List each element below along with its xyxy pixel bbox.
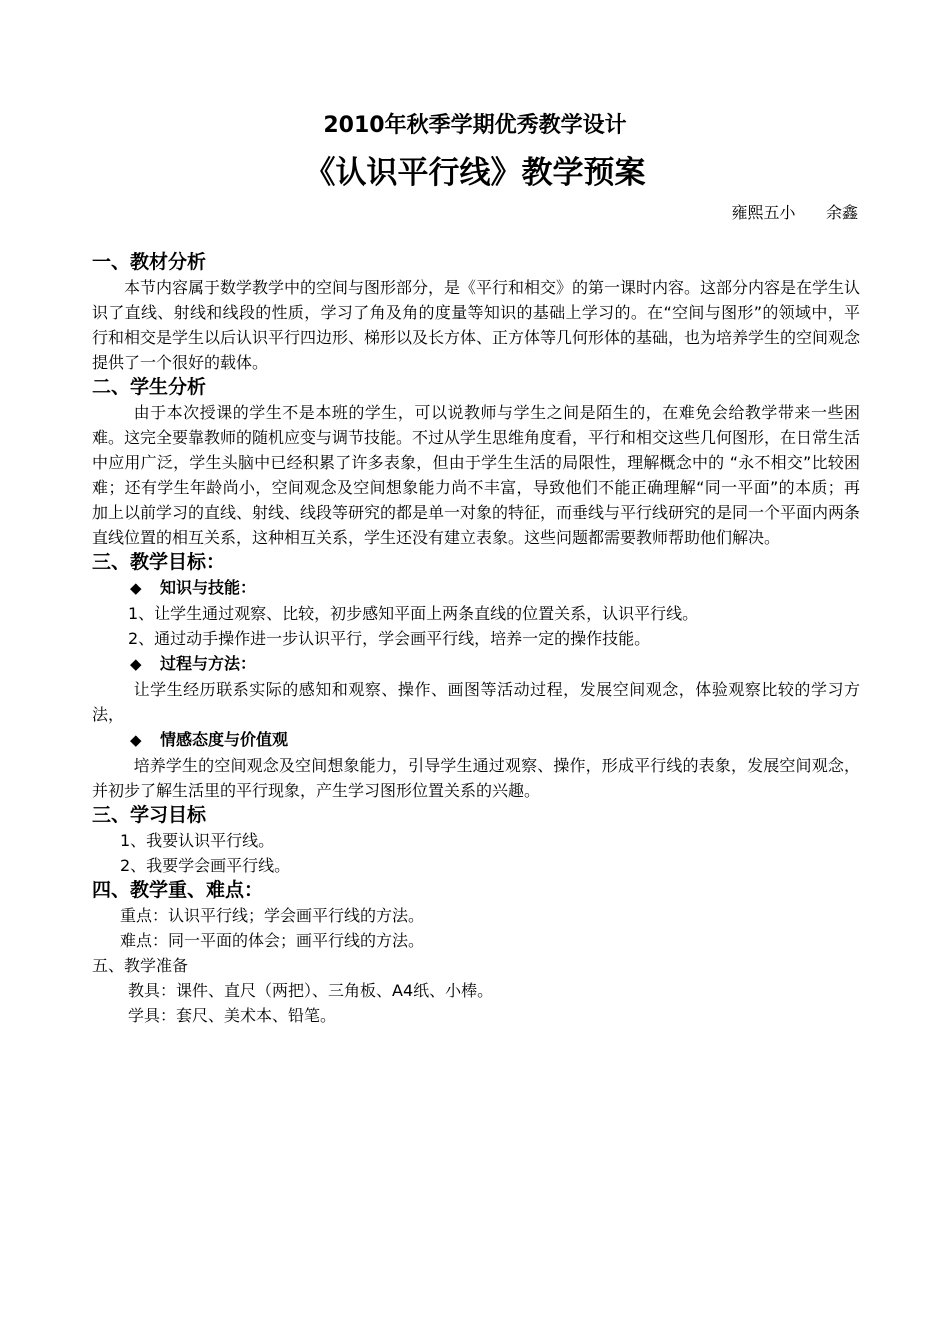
learning-goal-1: 1、我要认识平行线。 [120, 831, 275, 850]
student-tools: 学具：套尺、美术本、铅笔。 [128, 1006, 337, 1025]
key-point: 重点：认识平行线；学会画平行线的方法。 [120, 906, 425, 925]
subheading-process [92, 651, 860, 677]
subheading-process-label: 过程与方法： [160, 654, 257, 673]
section-heading-objectives: 三、教学目标： [92, 551, 226, 573]
subheading-attitude [92, 727, 860, 753]
learning-goal-2: 2、我要学会画平行线。 [120, 856, 291, 875]
objective-item-1: 1、让学生通过观察、比较，初步感知平面上两条直线的位置关系，认识平行线。 [128, 604, 699, 623]
section-heading-preparation: 五、教学准备 [92, 956, 189, 975]
document-body [92, 250, 860, 1028]
paragraph-materials: 本节内容属于数学教学中的空间与图形部分，是《平行和相交》的第一课时内容。这部分内容是在学生认识了直线、射线和线段的性质，学习了角及角的度量等知识的基础上学习的。在“空间与图形”的领域中，平行和相交是学生以后认识平行四边形、梯形以及长方体、正方体等几何形体的基础，也为培养学生的空间观念提供了一个很好的载体。 [92, 278, 861, 372]
section-heading-key-points: 四、教学重、难点： [92, 879, 264, 901]
diamond-bullet-icon: ◆ [130, 655, 142, 673]
diamond-bullet-icon: ◆ [130, 731, 142, 749]
diamond-bullet-icon: ◆ [130, 579, 142, 597]
subheading-knowledge [92, 575, 860, 601]
subheading-attitude-label: 情感态度与价值观 [160, 730, 289, 749]
difficulty-point: 难点：同一平面的体会；画平行线的方法。 [120, 931, 425, 950]
section-heading-students: 二、学生分析 [92, 376, 207, 398]
objective-item-2: 2、通过动手操作进一步认识平行，学会画平行线，培养一定的操作技能。 [128, 629, 651, 648]
subheading-knowledge-label: 知识与技能： [160, 578, 257, 597]
document-subtitle: 2010年秋季学期优秀教学设计 [323, 113, 627, 138]
section-heading-learning-goals: 三、学习目标 [92, 804, 207, 826]
section-heading-materials: 一、教材分析 [92, 251, 207, 273]
paragraph-attitude: 培养学生的空间观念及空间想象能力，引导学生通过观察、操作，形成平行线的表象，发展空间观念，并初步了解生活里的平行现象，产生学习图形位置关系的兴趣。 [92, 756, 860, 800]
paragraph-students: 由于本次授课的学生不是本班的学生，可以说教师与学生之间是陌生的，在难免会给教学带来一些困难。这完全要靠教师的随机应变与调节技能。不过从学生思维角度看，平行和相交这些几何图形，在日常生活中应用广泛，学生头脑中已经积累了许多表象，但由于学生生活的局限性，理解概念中的 “永不相交”比较困难；还有学生年龄尚小，空间观念及空间想象能力尚不丰富，导致他们不能正确理解“同一平面”的本质；再加上以前学习的直线、射线、线段等研究的都是单一对象的特征，而垂线与平行线研究的是同一个平面内两条直线位置的相互关系，这种相互关系，学生还没有建立表象。这些问题都需要教师帮助他们解决。 [92, 403, 861, 547]
paragraph-process: 让学生经历联系实际的感知和观察、操作、画图等活动过程，发展空间观念，体验观察比较的学习方法， [92, 680, 860, 724]
document-title: 《认识平行线》教学预案 [304, 155, 646, 191]
author-line: 雍熙五小 余鑫 [731, 203, 858, 222]
teacher-tools: 教具：课件、直尺（两把）、三角板、A4纸、小棒。 [128, 981, 494, 1000]
